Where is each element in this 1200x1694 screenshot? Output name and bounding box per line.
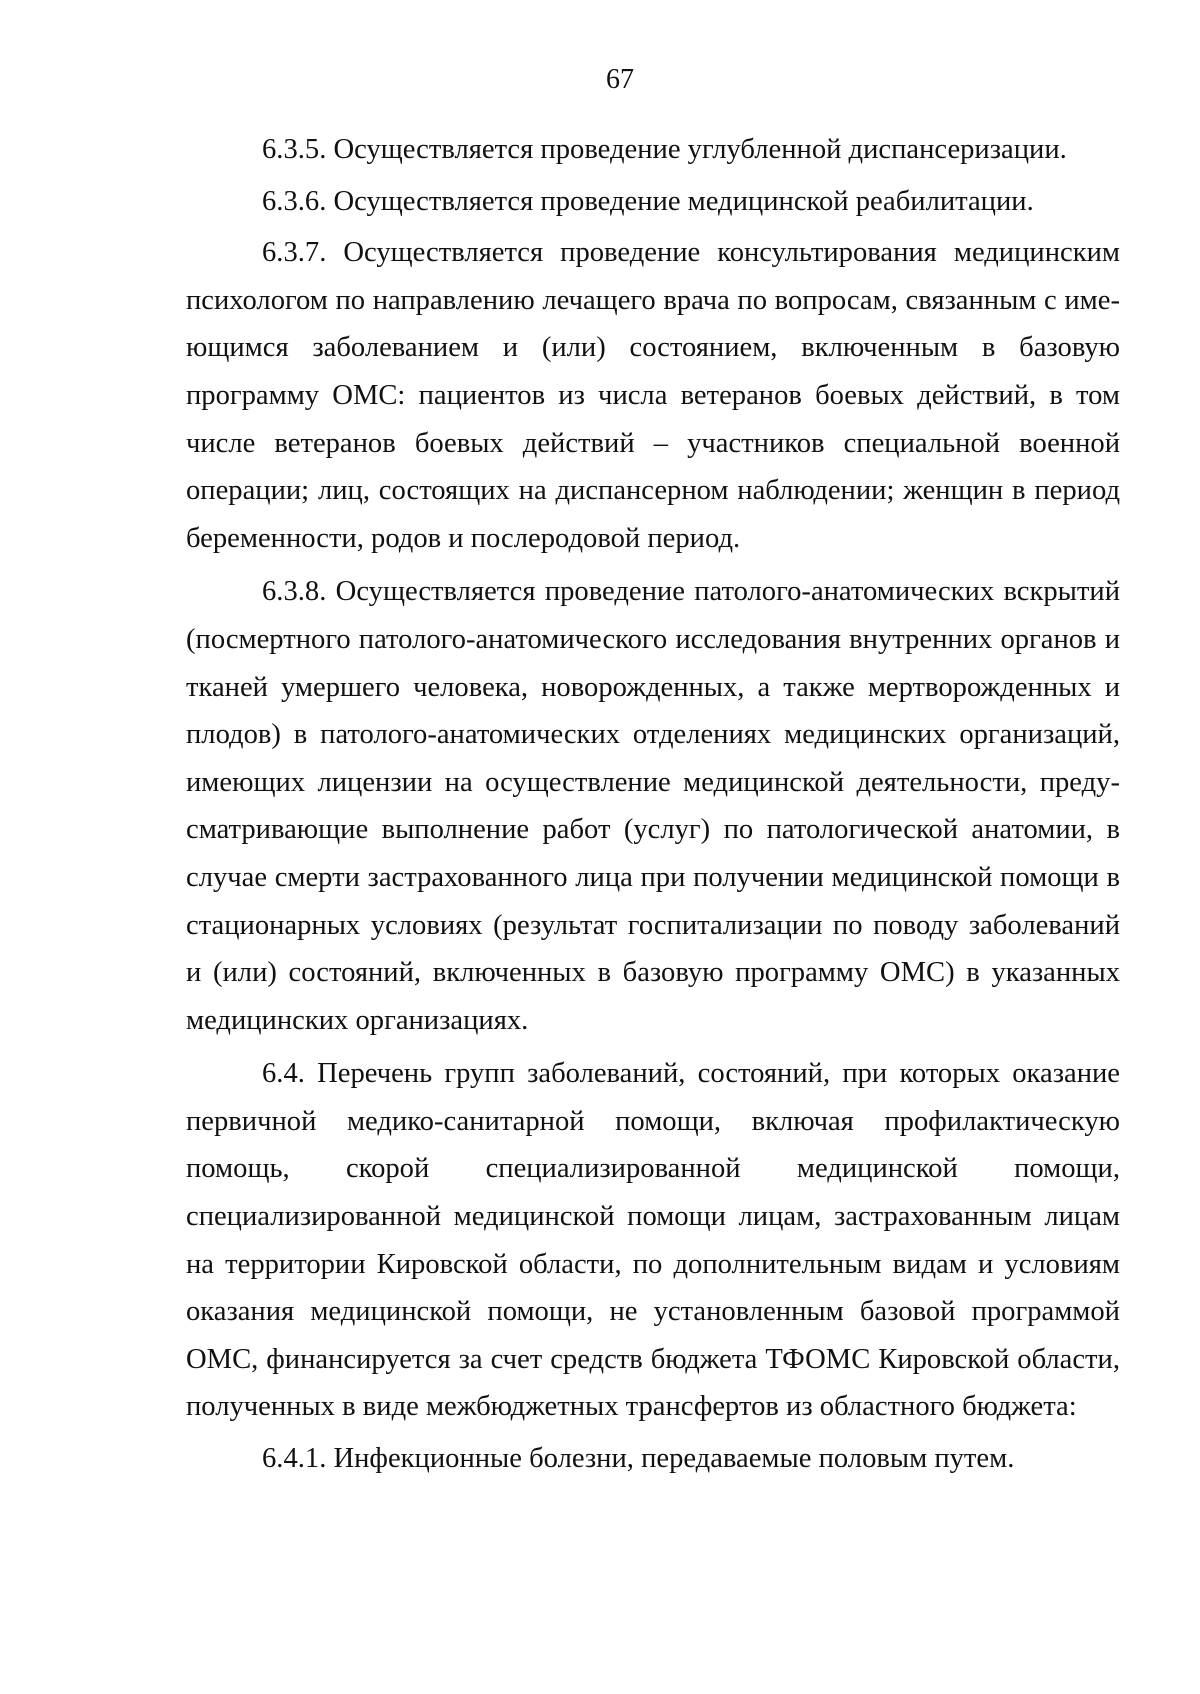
paragraph-6-4-1: 6.4.1. Инфекционные болезни, передаваемые половым путем. — [262, 1443, 1015, 1475]
document-body — [186, 126, 1120, 1483]
paragraph-6-4: 6.4. Перечень групп заболеваний, состояний, при которых оказание первичной медико-санитарной помощи, включая профилактическую помощь, скорой специализированной медицинской помощи, специализированной медицинской помощи лицам, застрахованным лицам на территории Кировской области, по дополнительным видам и условиям оказания медицинской помощи, не установленным базовой программой ОМС, финансируется за счет средств бюджета ТФОМС Кировской области, полученных в виде межбюджетных трансфертов из областного бюджета: — [186, 1058, 1120, 1423]
page-number: 67 — [606, 64, 634, 95]
paragraph-6-3-6: 6.3.6. Осуществляется проведение медицинской реабилитации. — [262, 185, 1034, 217]
paragraph-6-3-5: 6.3.5. Осуществляется проведение углубленной диспансеризации. — [262, 134, 1067, 165]
paragraph-6-3-7: 6.3.7. Осуществляется проведение консультирования медицинским психологом по направлению лечащего врача по вопросам, связанным с имеющимся заболеванием и (или) состоянием, включенным в базовую программу ОМС: пациентов из числа ветеранов боевых действий, в том числе ветеранов боевых действий – участников специальной военной операции; лиц, состоящих на диспансерном наблюдении; женщин в период беременности, родов и послеродовой период. — [186, 237, 1120, 554]
paragraph-6-3-8: 6.3.8. Осуществляется проведение патолого-анатомических вскрытий (посмертного патолого-анатомического исследования внутренних органов и тканей умершего человека, новорожденных, а также мертворожденных и плодов) в патолого-анатомических отделениях медицинских организаций, имеющих лицензии на осуществление медицинской деятельности, предусматривающие выполнение работ (услуг) по патологической анатомии, в случае смерти застрахованного лица при получении медицинской помощи в стационарных условиях (результат госпитализации по поводу заболеваний и (или) состояний, включенных в базовую программу ОМС) в указанных медицинских организациях. — [186, 576, 1120, 1036]
